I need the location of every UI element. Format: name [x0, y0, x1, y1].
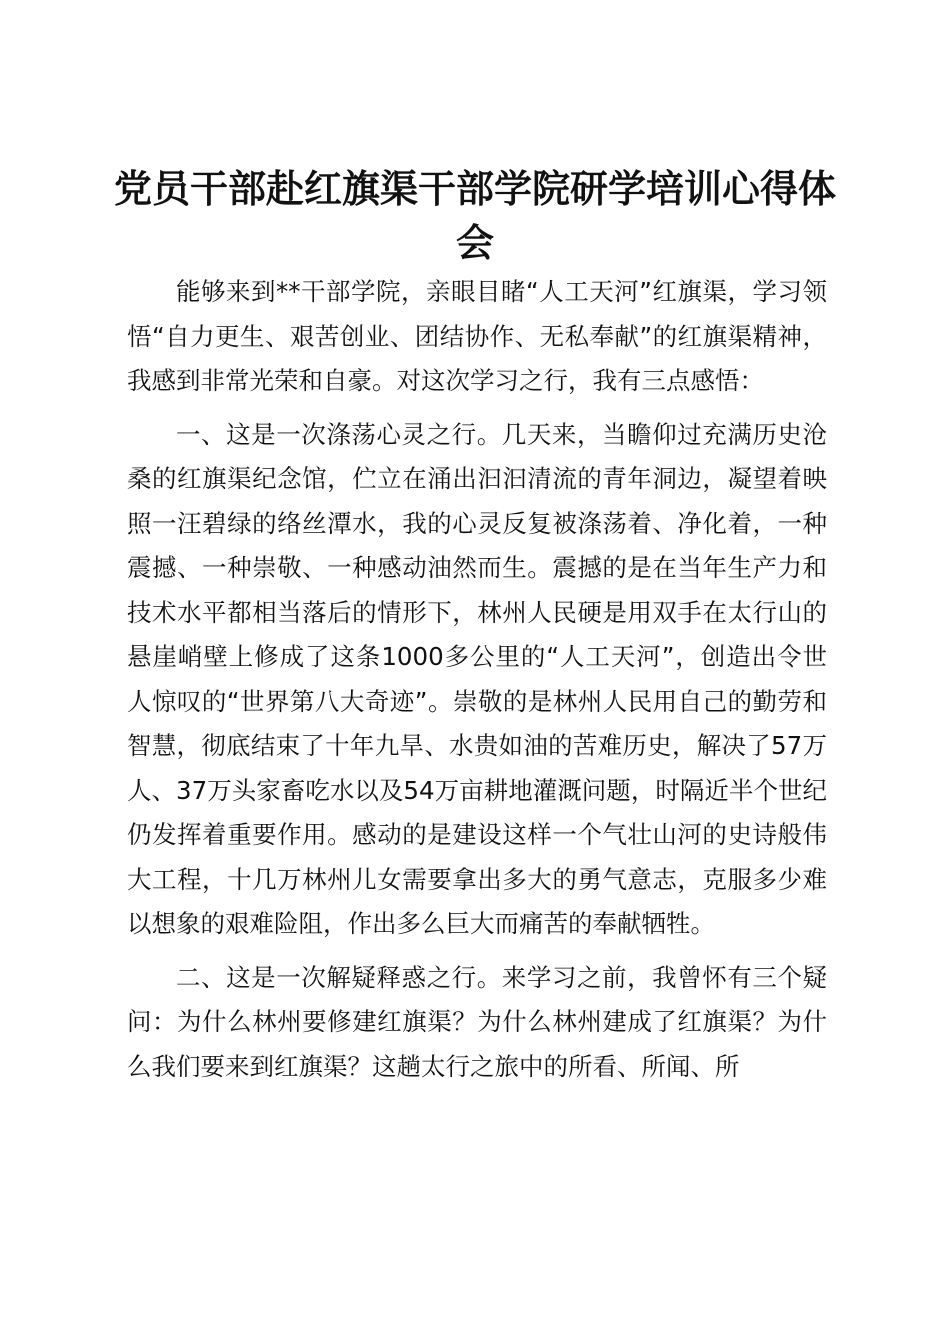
paragraph-intro: 能够来到**干部学院，亲眼目睹“人工天河”红旗渠，学习领悟“自力更生、艰苦创业、团结协作、无私奉献”的红旗渠精神，我感到非常光荣和自豪。对这次学习之行，我有三点感悟： [127, 277, 827, 395]
document-title: 党员干部赴红旗渠干部学院研学培训心得体会 [113, 166, 836, 265]
paragraph-point-two: 二、这是一次解疑释惑之行。来学习之前，我曾怀有三个疑问：为什么林州要修建红旗渠？为什么林州建成了红旗渠？为什么我们要来到红旗渠？这趟太行之旅中的所看、所闻、所 [127, 962, 827, 1081]
paragraph-point-one: 一、这是一次涤荡心灵之行。几天来，当瞻仰过充满历史沧桑的红旗渠纪念馆，伫立在涌出汩汩清流的青年洞边，凝望着映照一汪碧绿的络丝潭水，我的心灵反复被涤荡着、净化着，一种震撼、一种崇敬、一种感动油然而生。震撼的是在当年生产力和技术水平都相当落后的情形下，林州人民硬是用双手在太行山的悬崖峭壁上修成了这条1000多公里的“人工天河”，创造出令世人惊叹的“世界第八大奇迹”。崇敬的是林州人民用自己的勤劳和智慧，彻底结束了十年九旱、水贵如油的苦难历史，解决了57万人、37万头家畜吃水以及54万亩耕地灌溉问题，时隔近半个世纪仍发挥着重要作用。感动的是建设这样一个气壮山河的史诗般伟大工程，十几万林州儿女需要拿出多大的勇气意志，克服多少难以想象的艰难险阻，作出多么巨大而痛苦的奉献牺牲。 [127, 419, 827, 938]
document-body [127, 270, 827, 1098]
